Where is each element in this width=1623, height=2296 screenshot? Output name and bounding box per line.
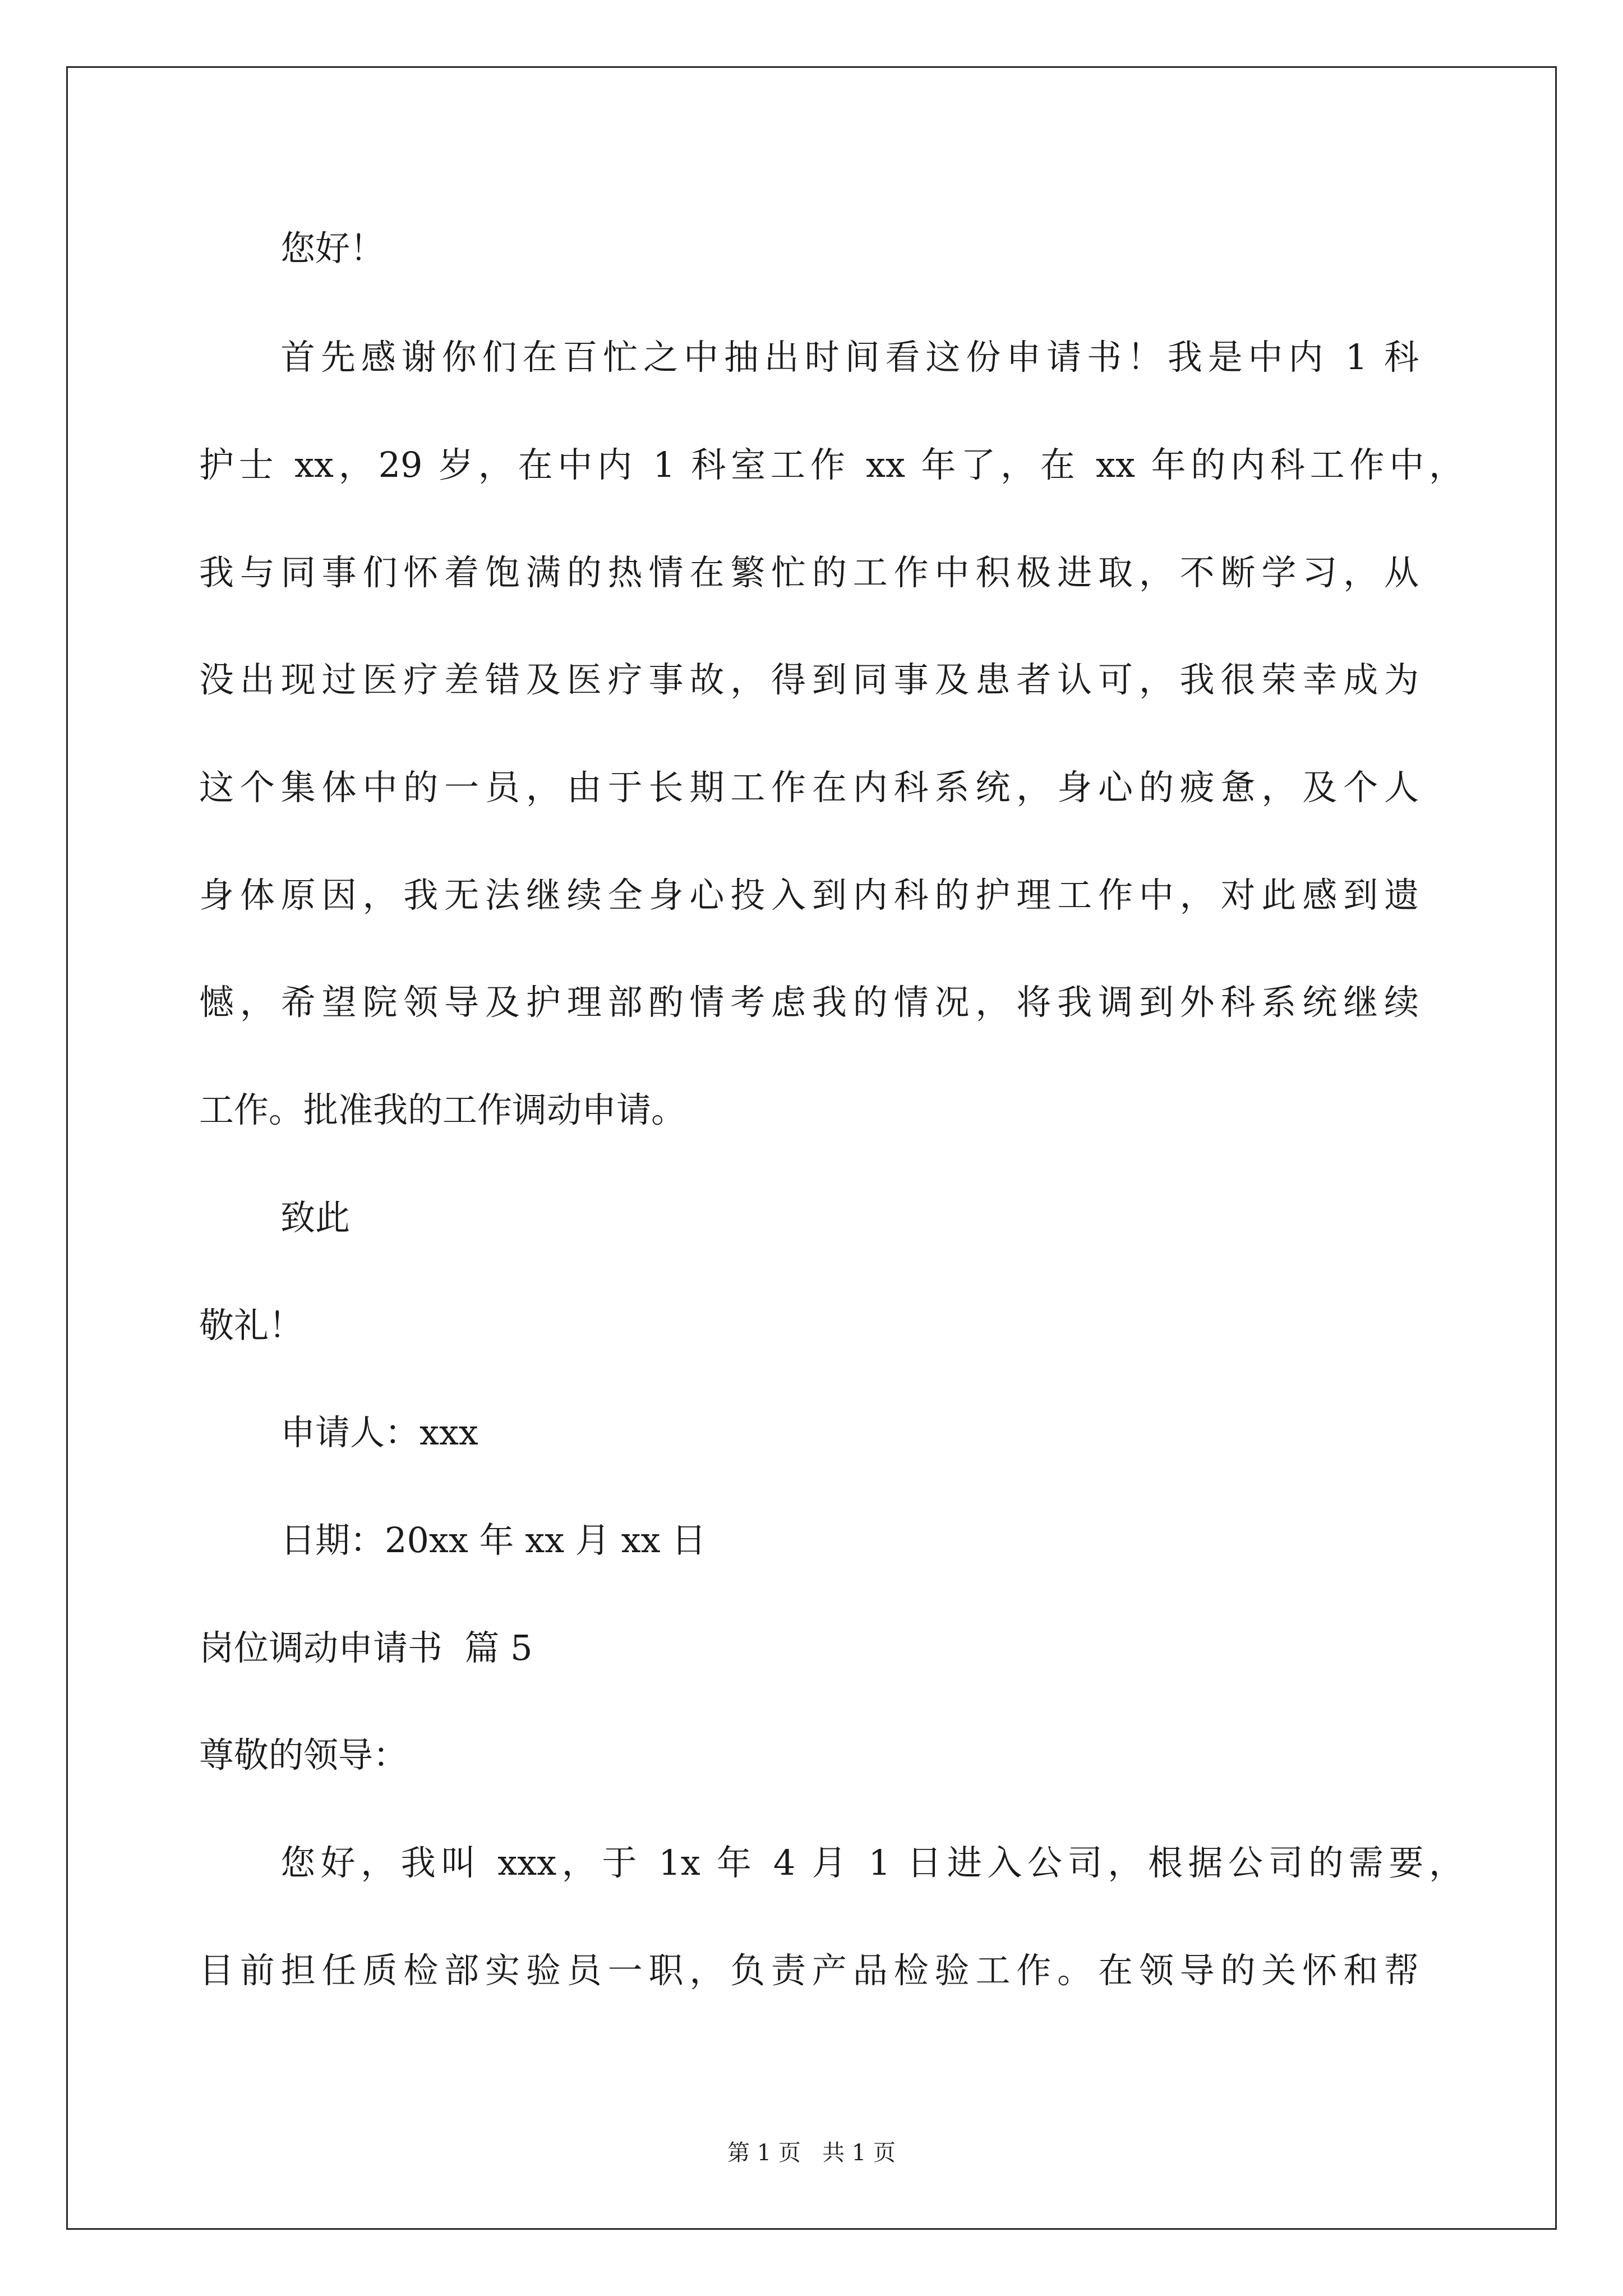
paragraph-line: 首先感谢你们在百忙之中抽出时间看这份申请书！我是中内 1 科 [280, 337, 1419, 378]
paragraph-line: 护士 xx，29 岁，在中内 1 科室工作 xx 年了，在 xx 年的内科工作中， [199, 444, 1464, 485]
page-number: 第 1 页 共 1 页 [727, 2140, 896, 2166]
greeting-line: 您好！ [280, 228, 385, 269]
addressee-line: 尊敬的领导： [199, 1734, 408, 1775]
salutation-line: 敬礼！ [199, 1305, 304, 1346]
paragraph-line: 工作。批准我的工作调动申请。 [199, 1089, 686, 1130]
applicant-line: 申请人：xxx [280, 1412, 478, 1453]
date-line: 日期：20xx 年 xx 月 xx 日 [280, 1520, 707, 1561]
paragraph-line: 您好，我叫 xxx，于 1x 年 4 月 1 日进入公司，根据公司的需要， [280, 1842, 1464, 1883]
closing-line: 致此 [280, 1197, 351, 1238]
paragraph-line: 我与同事们怀着饱满的热情在繁忙的工作中积极进取，不断学习，从 [199, 552, 1419, 593]
paragraph-line: 憾，希望院领导及护理部酌情考虑我的情况，将我调到外科系统继续 [199, 982, 1419, 1023]
paragraph-line: 目前担任质检部实验员一职，负责产品检验工作。在领导的关怀和帮 [199, 1950, 1419, 1991]
paragraph-line: 这个集体中的一员，由于长期工作在内科系统，身心的疲惫，及个人 [199, 767, 1419, 808]
section-title: 岗位调动申请书 篇 5 [199, 1627, 533, 1668]
paragraph-line: 身体原因，我无法继续全身心投入到内科的护理工作中，对此感到遗 [199, 875, 1419, 915]
page-border [66, 66, 1557, 2230]
paragraph-line: 没出现过医疗差错及医疗事故，得到同事及患者认可，我很荣幸成为 [199, 659, 1419, 700]
